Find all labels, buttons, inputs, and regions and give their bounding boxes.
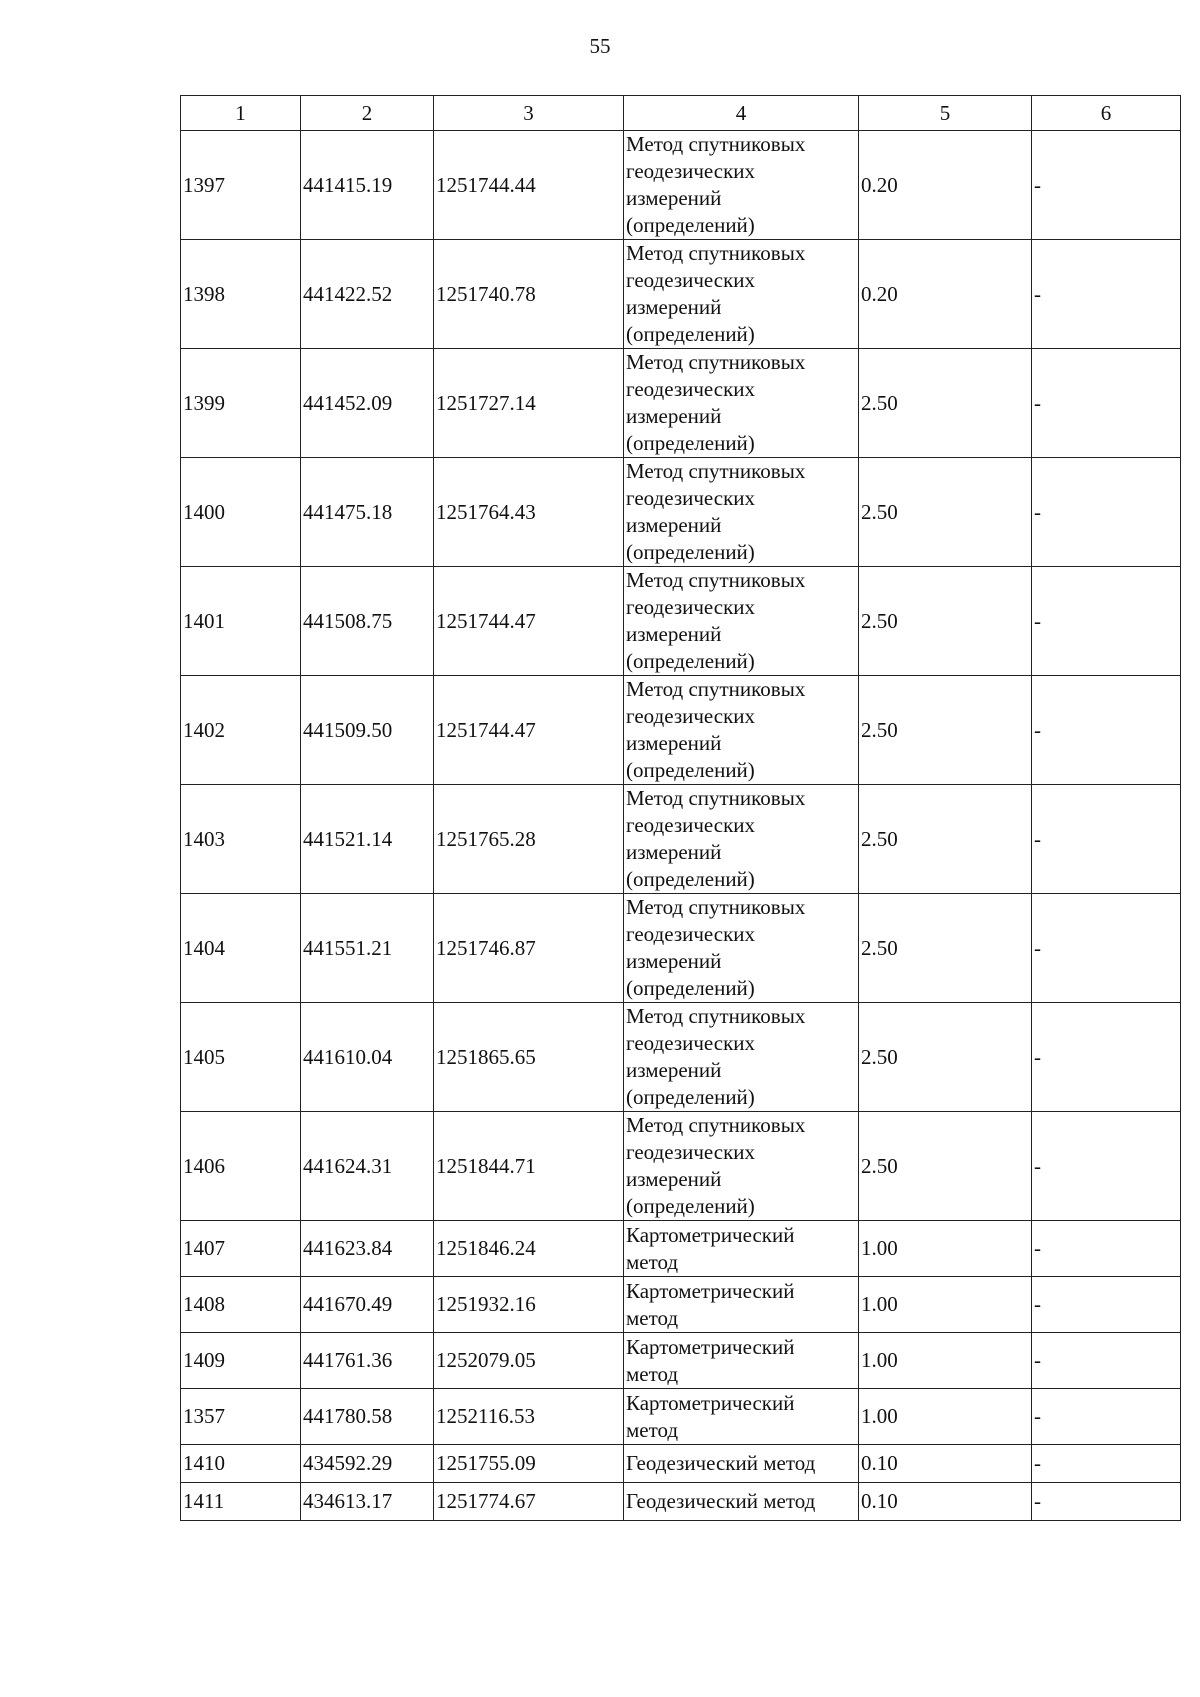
method-line: измерений <box>626 1058 722 1082</box>
point-number-cell: 1397 <box>181 131 301 240</box>
y-coordinate-cell: 1251746.87 <box>434 894 624 1003</box>
note-cell: - <box>1032 1445 1181 1483</box>
method-line: Геодезический метод <box>626 1489 816 1513</box>
point-number-cell: 1407 <box>181 1221 301 1277</box>
table-row <box>181 894 1181 1003</box>
note-cell: - <box>1032 1333 1181 1389</box>
method-line: (определений) <box>626 649 755 673</box>
method-line: (определений) <box>626 322 755 346</box>
method-line: Метод спутниковых <box>626 132 806 156</box>
x-coordinate-cell: 441521.14 <box>301 785 434 894</box>
method-cell <box>624 1112 859 1221</box>
accuracy-cell: 0.20 <box>859 240 1032 349</box>
x-coordinate-cell: 441422.52 <box>301 240 434 349</box>
table-row <box>181 567 1181 676</box>
x-coordinate-cell: 441761.36 <box>301 1333 434 1389</box>
y-coordinate-cell: 1251865.65 <box>434 1003 624 1112</box>
method-line: измерений <box>626 1167 722 1191</box>
x-coordinate-cell: 434592.29 <box>301 1445 434 1483</box>
point-number-cell: 1357 <box>181 1389 301 1445</box>
table-row <box>181 1389 1181 1445</box>
point-number-cell: 1406 <box>181 1112 301 1221</box>
point-number-cell: 1402 <box>181 676 301 785</box>
method-line: Метод спутниковых <box>626 241 806 265</box>
method-cell <box>624 1483 859 1521</box>
method-line: измерений <box>626 513 722 537</box>
note-cell: - <box>1032 349 1181 458</box>
method-line: метод <box>626 1249 679 1274</box>
table-row <box>181 785 1181 894</box>
x-coordinate-cell: 441551.21 <box>301 894 434 1003</box>
page-number: 55 <box>589 34 611 58</box>
accuracy-cell: 0.20 <box>859 131 1032 240</box>
x-coordinate-cell: 441624.31 <box>301 1112 434 1221</box>
method-cell <box>624 458 859 567</box>
x-coordinate-cell: 441475.18 <box>301 458 434 567</box>
method-cell <box>624 785 859 894</box>
method-cell <box>624 1003 859 1112</box>
accuracy-cell: 2.50 <box>859 567 1032 676</box>
method-line: Картометрический <box>626 1390 795 1415</box>
accuracy-cell: 2.50 <box>859 676 1032 785</box>
point-number-cell: 1403 <box>181 785 301 894</box>
x-coordinate-cell: 441610.04 <box>301 1003 434 1112</box>
table-row <box>181 349 1181 458</box>
method-cell <box>624 676 859 785</box>
column-header: 3 <box>434 96 624 131</box>
method-line: измерений <box>626 622 722 646</box>
accuracy-cell: 1.00 <box>859 1277 1032 1333</box>
accuracy-cell: 1.00 <box>859 1389 1032 1445</box>
note-cell: - <box>1032 458 1181 567</box>
y-coordinate-cell: 1251744.44 <box>434 131 624 240</box>
column-header: 2 <box>301 96 434 131</box>
y-coordinate-cell: 1251740.78 <box>434 240 624 349</box>
point-number-cell: 1398 <box>181 240 301 349</box>
y-coordinate-cell: 1251932.16 <box>434 1277 624 1333</box>
column-header: 6 <box>1032 96 1181 131</box>
point-number-cell: 1401 <box>181 567 301 676</box>
table-body <box>181 131 1181 1521</box>
method-line: Метод спутниковых <box>626 459 806 483</box>
method-line: (определений) <box>626 758 755 782</box>
method-line: измерений <box>626 295 722 319</box>
method-line: геодезических <box>626 813 756 837</box>
method-line: Метод спутниковых <box>626 1004 806 1028</box>
table-row <box>181 458 1181 567</box>
method-line: геодезических <box>626 704 756 728</box>
y-coordinate-cell: 1251844.71 <box>434 1112 624 1221</box>
accuracy-cell: 0.10 <box>859 1483 1032 1521</box>
method-line: геодезических <box>626 486 756 510</box>
table-row <box>181 1445 1181 1483</box>
accuracy-cell: 2.50 <box>859 1112 1032 1221</box>
point-number-cell: 1408 <box>181 1277 301 1333</box>
method-line: метод <box>626 1417 679 1442</box>
method-line: геодезических <box>626 268 756 292</box>
accuracy-cell: 2.50 <box>859 894 1032 1003</box>
x-coordinate-cell: 441415.19 <box>301 131 434 240</box>
method-line: Метод спутниковых <box>626 1113 806 1137</box>
method-line: Метод спутниковых <box>626 350 806 374</box>
method-line: (определений) <box>626 976 755 1000</box>
method-cell <box>624 131 859 240</box>
note-cell: - <box>1032 676 1181 785</box>
method-line: метод <box>626 1361 679 1386</box>
x-coordinate-cell: 441780.58 <box>301 1389 434 1445</box>
accuracy-cell: 2.50 <box>859 458 1032 567</box>
y-coordinate-cell: 1251774.67 <box>434 1483 624 1521</box>
table-row <box>181 676 1181 785</box>
method-line: Геодезический метод <box>626 1451 816 1475</box>
method-line: геодезических <box>626 377 756 401</box>
method-line: (определений) <box>626 540 755 564</box>
coordinates-table <box>180 95 1181 1521</box>
method-line: измерений <box>626 404 722 428</box>
point-number-cell: 1400 <box>181 458 301 567</box>
column-header: 4 <box>624 96 859 131</box>
note-cell: - <box>1032 1483 1181 1521</box>
y-coordinate-cell: 1251846.24 <box>434 1221 624 1277</box>
table-header-row <box>181 96 1181 131</box>
table-row <box>181 1333 1181 1389</box>
method-line: Метод спутниковых <box>626 895 806 919</box>
method-line: Метод спутниковых <box>626 568 806 592</box>
method-line: измерений <box>626 731 722 755</box>
y-coordinate-cell: 1251765.28 <box>434 785 624 894</box>
note-cell: - <box>1032 1221 1181 1277</box>
method-cell <box>624 1445 859 1483</box>
accuracy-cell: 1.00 <box>859 1221 1032 1277</box>
y-coordinate-cell: 1251727.14 <box>434 349 624 458</box>
accuracy-cell: 2.50 <box>859 1003 1032 1112</box>
method-line: Картометрический <box>626 1222 795 1247</box>
method-line: измерений <box>626 840 722 864</box>
method-cell <box>624 894 859 1003</box>
y-coordinate-cell: 1252079.05 <box>434 1333 624 1389</box>
column-header: 1 <box>181 96 301 131</box>
note-cell: - <box>1032 1277 1181 1333</box>
accuracy-cell: 0.10 <box>859 1445 1032 1483</box>
method-line: геодезических <box>626 922 756 946</box>
method-line: геодезических <box>626 1031 756 1055</box>
point-number-cell: 1405 <box>181 1003 301 1112</box>
note-cell: - <box>1032 894 1181 1003</box>
accuracy-cell: 2.50 <box>859 349 1032 458</box>
method-line: (определений) <box>626 867 755 891</box>
note-cell: - <box>1032 240 1181 349</box>
x-coordinate-cell: 441623.84 <box>301 1221 434 1277</box>
method-line: (определений) <box>626 213 755 237</box>
method-line: Метод спутниковых <box>626 677 806 701</box>
accuracy-cell: 1.00 <box>859 1333 1032 1389</box>
x-coordinate-cell: 441509.50 <box>301 676 434 785</box>
method-line: геодезических <box>626 1140 756 1164</box>
table-row <box>181 1112 1181 1221</box>
x-coordinate-cell: 441670.49 <box>301 1277 434 1333</box>
method-line: (определений) <box>626 431 755 455</box>
method-line: Метод спутниковых <box>626 786 806 810</box>
method-line: (определений) <box>626 1085 755 1109</box>
y-coordinate-cell: 1251744.47 <box>434 567 624 676</box>
note-cell: - <box>1032 1112 1181 1221</box>
note-cell: - <box>1032 785 1181 894</box>
table-row <box>181 1483 1181 1521</box>
method-line: геодезических <box>626 595 756 619</box>
method-cell <box>624 349 859 458</box>
column-header: 5 <box>859 96 1032 131</box>
note-cell: - <box>1032 1003 1181 1112</box>
method-cell <box>624 1277 859 1333</box>
method-line: измерений <box>626 949 722 973</box>
method-line: (определений) <box>626 1194 755 1218</box>
accuracy-cell: 2.50 <box>859 785 1032 894</box>
note-cell: - <box>1032 131 1181 240</box>
point-number-cell: 1399 <box>181 349 301 458</box>
method-line: измерений <box>626 186 722 210</box>
x-coordinate-cell: 434613.17 <box>301 1483 434 1521</box>
method-line: метод <box>626 1305 679 1330</box>
method-cell <box>624 240 859 349</box>
method-line: Картометрический <box>626 1278 795 1303</box>
y-coordinate-cell: 1251755.09 <box>434 1445 624 1483</box>
method-line: геодезических <box>626 159 756 183</box>
table-row <box>181 1221 1181 1277</box>
method-cell <box>624 1333 859 1389</box>
x-coordinate-cell: 441508.75 <box>301 567 434 676</box>
y-coordinate-cell: 1252116.53 <box>434 1389 624 1445</box>
y-coordinate-cell: 1251764.43 <box>434 458 624 567</box>
table-row <box>181 131 1181 240</box>
note-cell: - <box>1032 567 1181 676</box>
point-number-cell: 1409 <box>181 1333 301 1389</box>
table-row <box>181 1277 1181 1333</box>
table-row <box>181 1003 1181 1112</box>
method-cell <box>624 567 859 676</box>
point-number-cell: 1404 <box>181 894 301 1003</box>
note-cell: - <box>1032 1389 1181 1445</box>
x-coordinate-cell: 441452.09 <box>301 349 434 458</box>
method-cell <box>624 1389 859 1445</box>
table-row <box>181 240 1181 349</box>
point-number-cell: 1410 <box>181 1445 301 1483</box>
method-cell <box>624 1221 859 1277</box>
method-line: Картометрический <box>626 1334 795 1359</box>
y-coordinate-cell: 1251744.47 <box>434 676 624 785</box>
point-number-cell: 1411 <box>181 1483 301 1521</box>
